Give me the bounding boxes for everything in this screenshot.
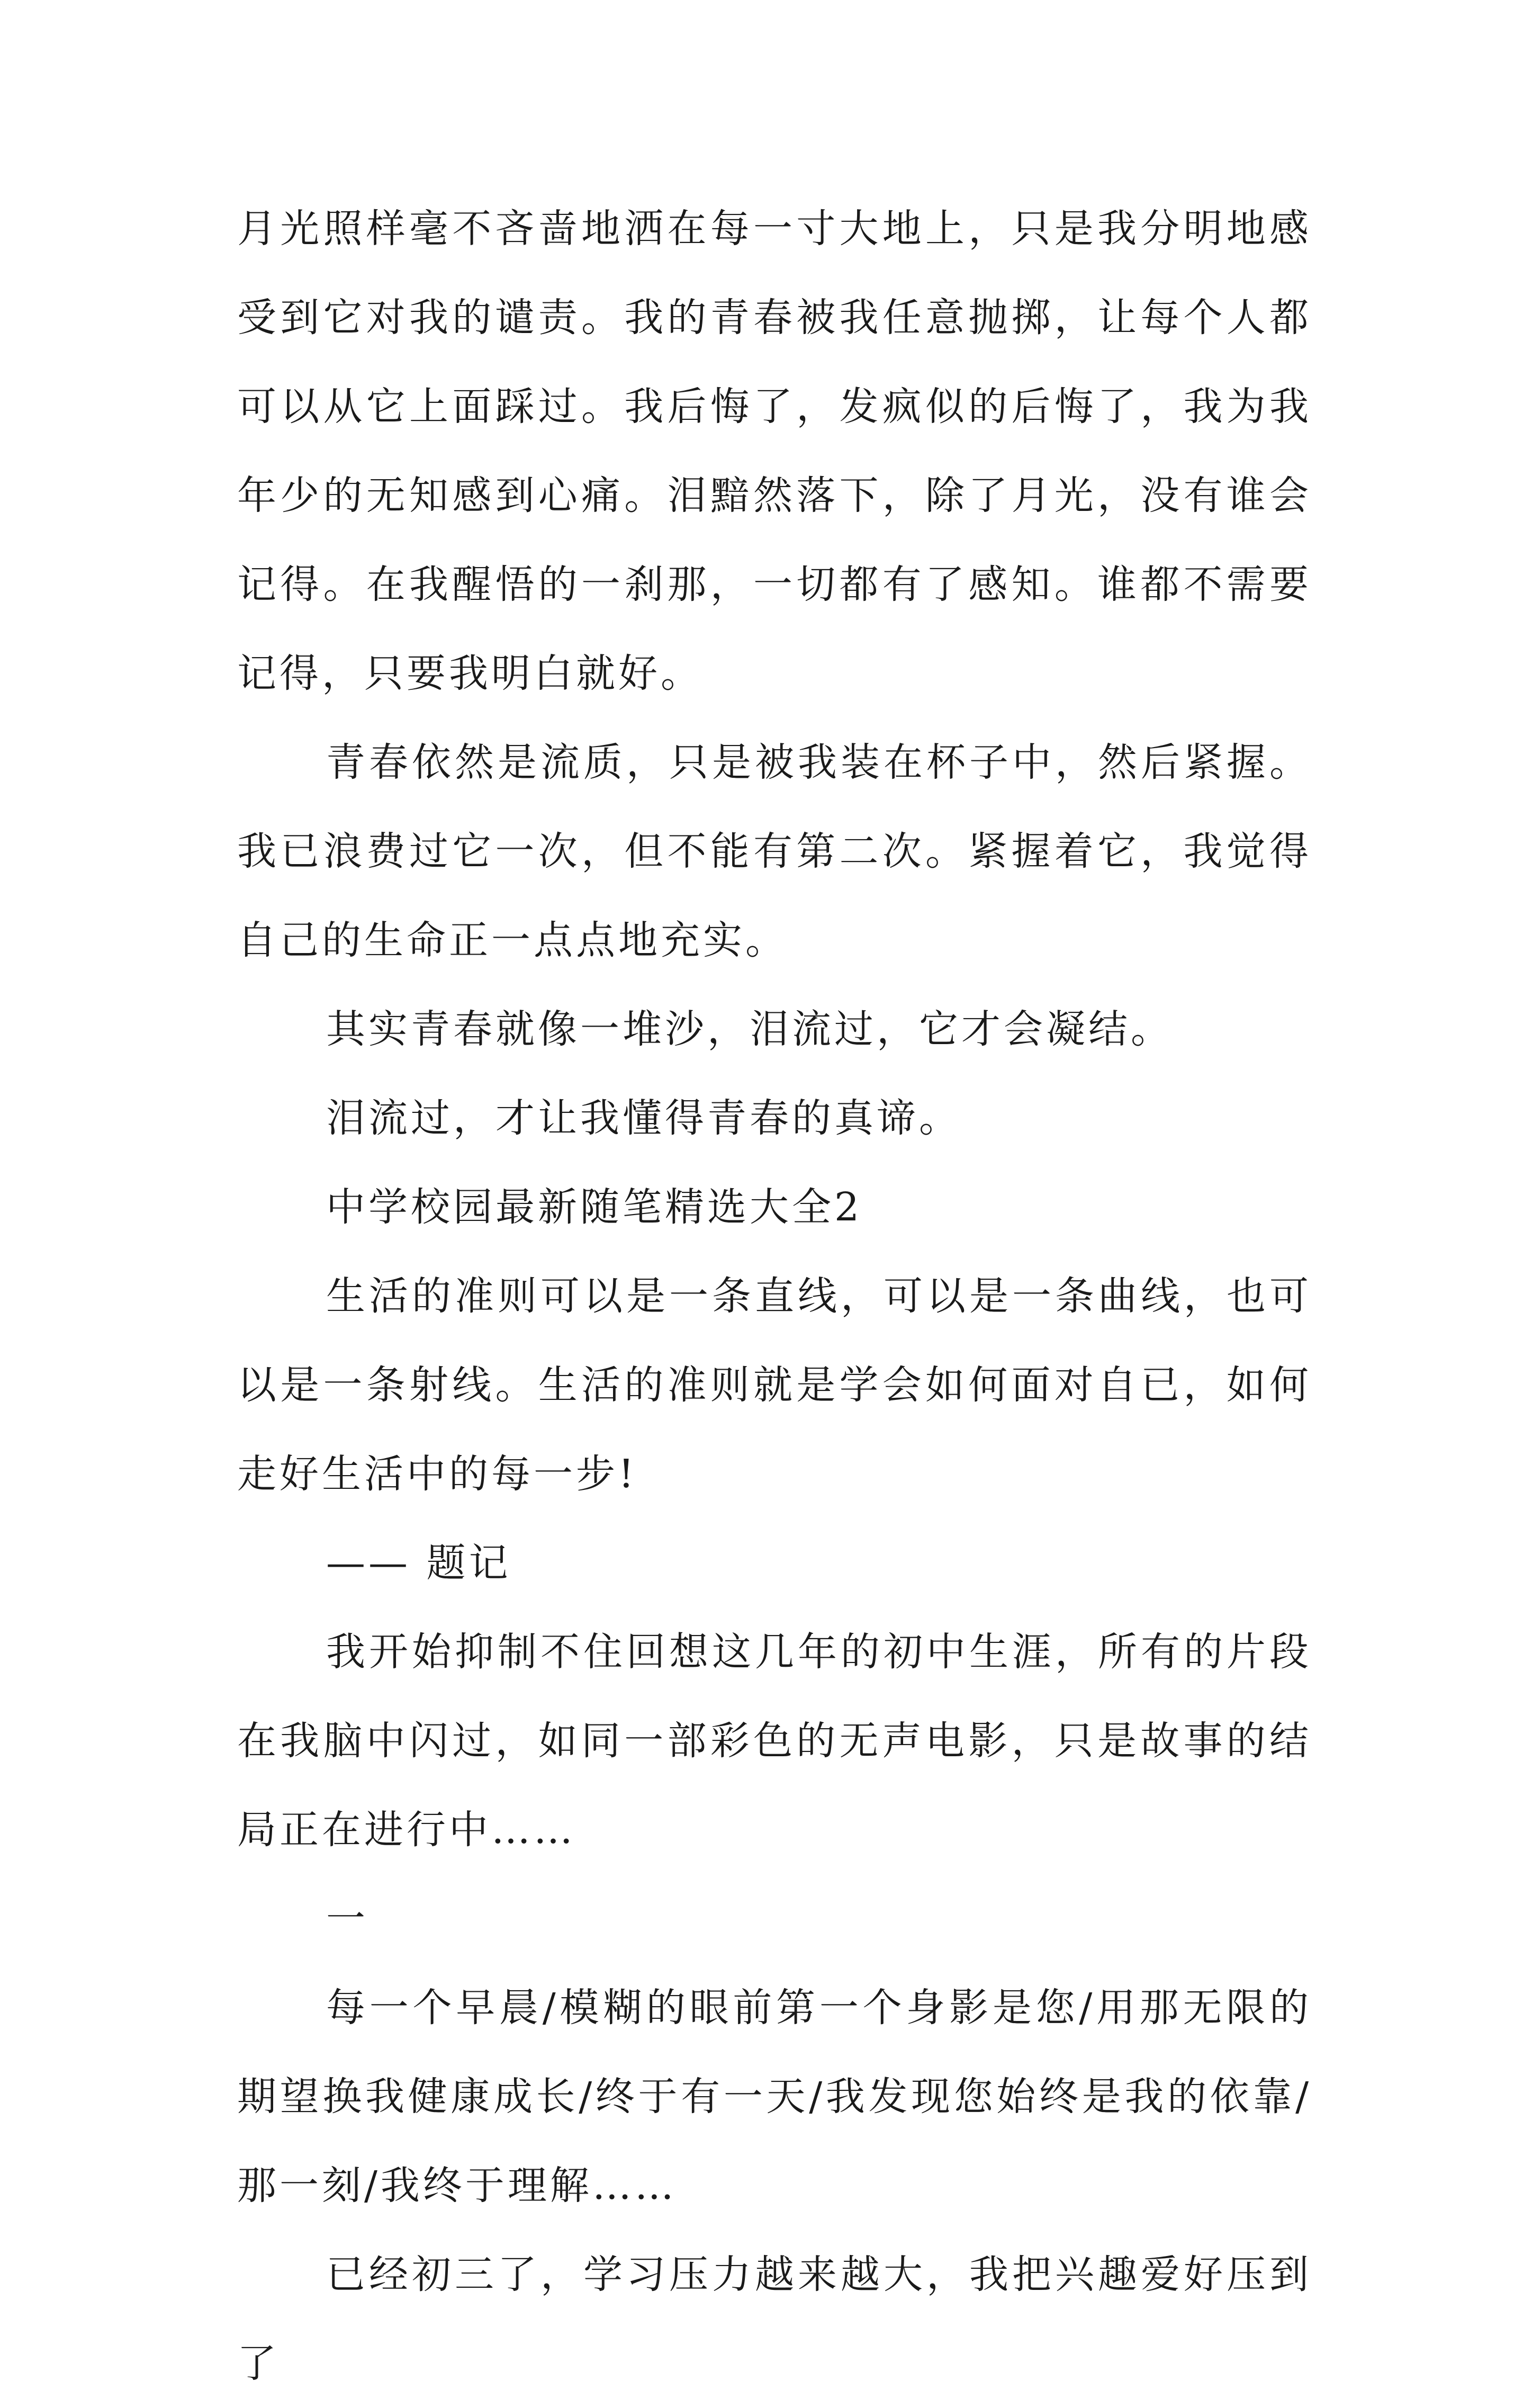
- paragraph: 其实青春就像一堆沙，泪流过，它才会凝结。: [326, 1007, 1173, 1052]
- paragraph: 生活的准则可以是一条直线，可以是一条曲线，也可以是一条射线。生活的准则就是学会如何面对自已，如何走好生活中的每一步!: [237, 1273, 1312, 1497]
- epigraph-attribution: —— 题记: [326, 1540, 511, 1586]
- paragraph: 已经初三了，学习压力越来越大，我把兴趣爱好压到了: [237, 2252, 1312, 2386]
- paragraph: 我开始抑制不住回想这几年的初中生涯，所有的片段在我脑中闪过，如同一部彩色的无声电影，只是故事的结局正在进行中……: [237, 1629, 1312, 1853]
- paragraph-continued: 月光照样毫不吝啬地洒在每一寸大地上，只是我分明地感受到它对我的谴责。我的青春被我任意抛掷，让每个人都可以从它上面踩过。我后悔了，发疯似的后悔了，我为我年少的无知感到心痛。泪黯然落下，除了月光，没有谁会记得。在我醒悟的一刹那，一切都有了感知。谁都不需要记得，只要我明白就好。: [237, 206, 1312, 696]
- paragraph: 青春依然是流质，只是被我装在杯子中，然后紧握。我已浪费过它一次，但不能有第二次。紧握着它，我觉得自己的生命正一点点地充实。: [237, 740, 1312, 963]
- section-number: 一: [326, 1896, 368, 1942]
- document-body: [237, 184, 1312, 2408]
- paragraph: 泪流过，才让我懂得青春的真谛。: [326, 1095, 961, 1141]
- paragraph: 每一个早晨/模糊的眼前第一个身影是您/用那无限的期望换我健康成长/终于有一天/我发现您始终是我的依靠/那一刻/我终于理解……: [237, 1985, 1312, 2208]
- section-heading: 中学校园最新随笔精选大全2: [326, 1184, 863, 1230]
